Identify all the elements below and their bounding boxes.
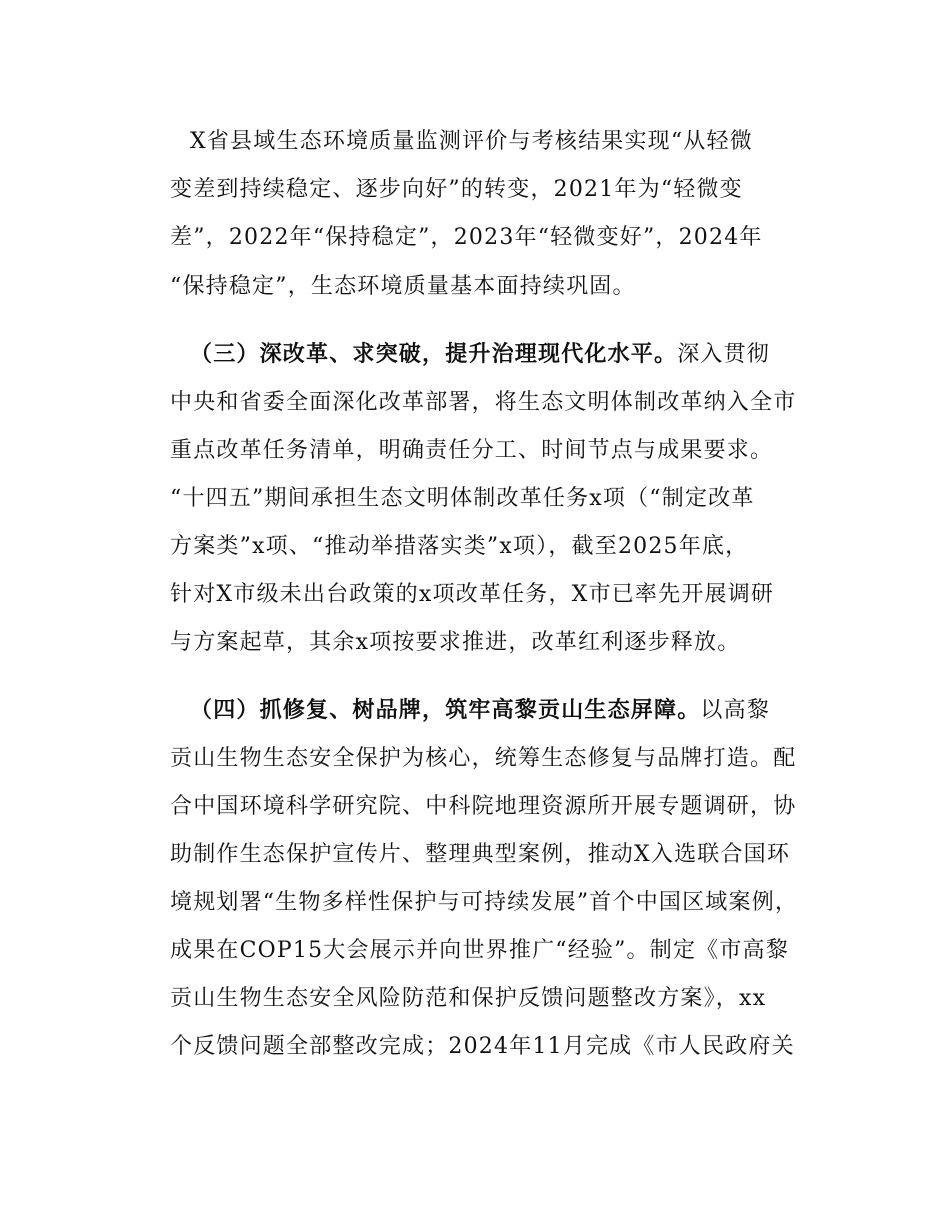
text-line: 贡山生物生态安全风险防范和保护反馈问题整改方案》，xx	[170, 986, 767, 1011]
text-line: 贡山生物生态安全保护为核心，统筹生态修复与品牌打造。配	[170, 746, 797, 771]
text-line	[190, 697, 770, 725]
section-heading: （三）深改革、求突破，提升治理现代化水平。	[190, 342, 678, 367]
text-line: “保持稳定”，生态环境质量基本面持续巩固。	[170, 274, 636, 299]
text-line: X省县域生态环境质量监测评价与考核结果实现“从轻微	[190, 129, 753, 154]
text-line: 合中国环境科学研究院、中科院地理资源所开展专题调研，协	[170, 794, 797, 819]
text-run: 以高黎	[700, 698, 771, 723]
text-line: 个反馈问题全部整改完成；2024年11月完成《市人民政府关	[170, 1034, 795, 1059]
text-line: 针对X市级未出台政策的x项改革任务，X市已率先开展调研	[170, 582, 775, 607]
text-line: 中央和省委全面深化改革部署，将生态文明体制改革纳入全市	[170, 390, 797, 415]
text-line	[190, 341, 770, 369]
text-line: 变差到持续稳定、逐步向好”的转变，2021年为“轻微变	[170, 177, 743, 202]
text-line: 重点改革任务清单，明确责任分工、时间节点与成果要求。	[170, 438, 774, 463]
section-heading: （四）抓修复、树品牌，筑牢高黎贡山生态屏障。	[190, 698, 701, 723]
text-line: “十四五”期间承担生态文明体制改革任务x项（“制定改革	[170, 486, 755, 511]
text-run: 深入贯彻	[677, 342, 771, 367]
text-line: 差”，2022年“保持稳定”，2023年“轻微变好”，2024年	[170, 225, 763, 250]
text-line: 助制作生态保护宣传片、整理典型案例，推动X入选联合国环	[170, 842, 791, 867]
text-line: 成果在COP15大会展示并向世界推广“经验”。制定《市高黎	[170, 938, 789, 963]
text-line: 与方案起草，其余x项按要求推进，改革红利逐步释放。	[170, 630, 741, 655]
text-line: 境规划署“生物多样性保护与可持续发展”首个中国区域案例，	[170, 890, 799, 915]
text-line: 方案类”x项、“推动举措落实类”x项），截至2025年底，	[170, 534, 749, 559]
